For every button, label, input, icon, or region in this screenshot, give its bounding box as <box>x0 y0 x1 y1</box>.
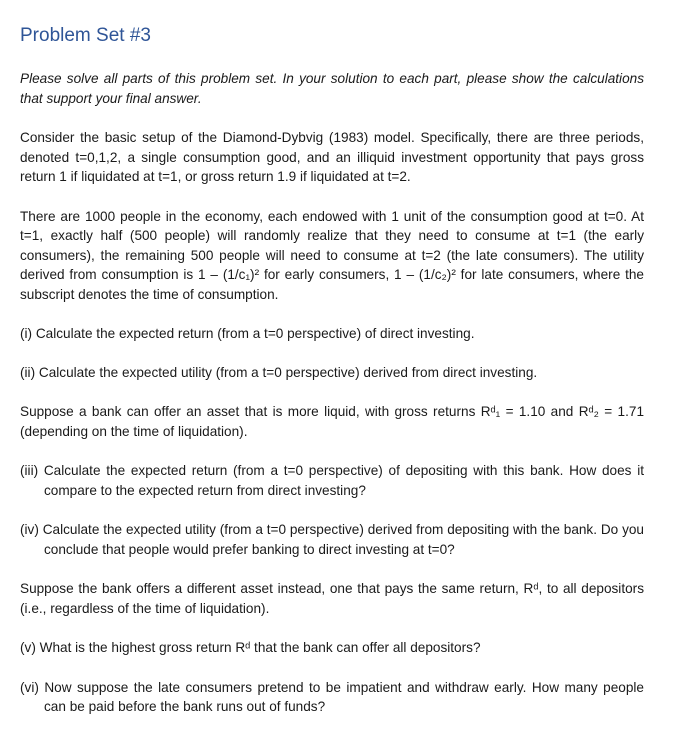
instructions-paragraph: Please solve all parts of this problem set. In your solution to each part, please show the calculations that support your final answer. <box>20 71 644 106</box>
question-iii: (iii) Calculate the expected return (from a t=0 perspective) of depositing with this bank. How does it compare to the expected return from direct investing? <box>20 463 644 498</box>
page-title: Problem Set #3 <box>20 25 151 46</box>
question-ii: (ii) Calculate the expected utility (from a t=0 perspective) derived from direct investing. <box>20 364 538 380</box>
bank-asset-paragraph: Suppose a bank can offer an asset that is more liquid, with gross returns Rᵈ₁ = 1.10 and Rᵈ₂ = 1.71 (depending on the time of liquidation). <box>20 404 644 439</box>
problem-set-page <box>20 0 644 717</box>
question-vi: (vi) Now suppose the late consumers pretend to be impatient and withdraw early. How many people can be paid before the bank runs out of funds? <box>20 679 644 714</box>
same-return-paragraph: Suppose the bank offers a different asset instead, one that pays the same return, Rᵈ, to all depositors (i.e., regardless of the time of liquidation). <box>20 581 644 616</box>
question-i: (i) Calculate the expected return (from a t=0 perspective) of direct investing. <box>20 326 475 341</box>
setup-paragraph: Consider the basic setup of the Diamond-Dybvig (1983) model. Specifically, there are three periods, denoted t=0,1,2, a single consumption good, and an illiquid investment opportunity that pays gross return 1 if liquidated at t=1, or gross return 1.9 if liquidated at t=2. <box>20 130 644 184</box>
question-v: (v) What is the highest gross return Rᵈ that the bank can offer all depositors? <box>20 640 481 655</box>
economy-paragraph: There are 1000 people in the economy, each endowed with 1 unit of the consumption good at t=0. At t=1, exactly half (500 people) will randomly realize that they need to consume at t=1 (the early consumers), the remaining 500 people will need to consume at t=2 (the late consumers). The utility derived from consumption is 1 – (1/c₁)² for early consumers, 1 – (1/c₂)² for late consumers, where the subscript denotes the time of consumption. <box>20 208 644 302</box>
question-iv: (iv) Calculate the expected utility (from a t=0 perspective) derived from depositing with the bank. Do you conclude that people would prefer banking to direct investing at t=0? <box>20 522 644 557</box>
